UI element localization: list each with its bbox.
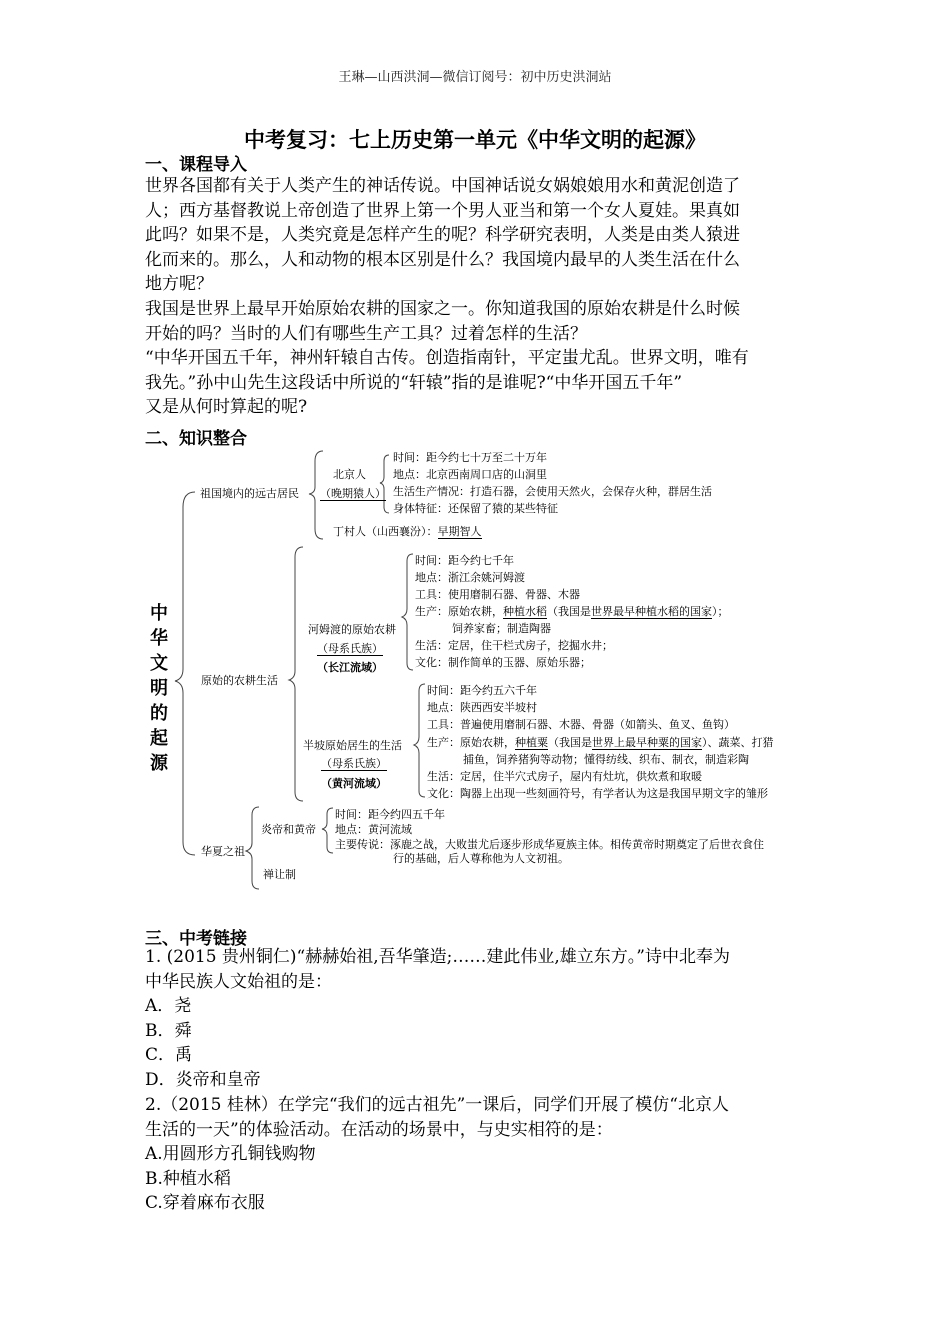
chart-root-char: 华 (150, 628, 168, 649)
banpo-prod-d: 世界上最早种粟的国家 (592, 736, 702, 749)
hemudu-production (415, 605, 729, 618)
chart-root-char: 起 (150, 728, 168, 749)
peking-man-line: 身体特征：还保留了猿的某些特征 (393, 502, 558, 515)
peking-man-line: 地点：北京西南周口店的山洞里 (393, 468, 547, 481)
hemudu-line: 时间：距今约七千年 (415, 554, 514, 567)
banpo-prod-e: ）、蔬菜、打猎 (702, 736, 774, 749)
hemudu-basin: （长江流域） (317, 661, 383, 674)
answer-option: C．禹 (145, 1045, 193, 1066)
intro-line: 人；西方基督教说上帝创造了世界上第一个男人亚当和第一个女人夏娃。果真如 (145, 200, 740, 221)
chart-root-char: 源 (150, 753, 168, 774)
answer-option: A.用圆形方孔铜钱购物 (145, 1144, 316, 1165)
question-line: 中华民族人文始祖的是： (145, 971, 332, 992)
branch-huaxia: 华夏之祖 (201, 845, 245, 858)
question-line: 2.（2015 桂林）在学完“我们的远古祖先”一课后，同学们开展了模仿“北京人 (145, 1095, 729, 1115)
banpo-line: 生活：定居，住半穴式房子，屋内有灶坑，供炊煮和取暖 (427, 770, 702, 783)
abdication-system: 禅让制 (263, 868, 296, 881)
chart-root-char: 的 (150, 703, 168, 724)
hemudu-line: 文化：制作简单的玉器、原始乐器； (415, 656, 591, 669)
question-1 (145, 945, 815, 1093)
banpo-clan: （母系氏族） (321, 757, 387, 770)
intro-line: 我先。”孙中山先生这段话中所说的“轩辕”指的是谁呢?“中华开国五千年” (145, 372, 683, 393)
intro-line: 我国是世界上最早开始原始农耕的国家之一。你知道我国的原始农耕是什么时候 (145, 298, 740, 319)
yan-huang-line: 主要传说：涿鹿之战，大败蚩尤后逐步形成华夏族主体。相传黄帝时期奠定了后世衣食住 (335, 838, 764, 851)
banpo-line: 时间：距今约五六千年 (427, 684, 537, 697)
brace-huaxia (246, 807, 259, 889)
answer-option: D．炎帝和皇帝 (145, 1069, 261, 1090)
question-line: 1. (2015 贵州铜仁)“赫赫始祖,吾华肇造;……建此伟业,雄立东方。”诗中北奉为 (145, 947, 730, 967)
intro-line: 又是从何时算起的呢? (145, 397, 308, 418)
branch-farming-life: 原始的农耕生活 (201, 674, 278, 687)
chart-root-char: 明 (150, 678, 168, 699)
hemudu-label: 河姆渡的原始农耕 (308, 623, 396, 636)
page-header: 王琳—山西洪洞—微信订阅号：初中历史洪洞站 (338, 70, 612, 85)
answer-option: A．尧 (145, 996, 192, 1017)
intro-line: “中华开国五千年，神州轩辕自古传。创造指南针，平定蚩尤乱。世界文明，唯有 (145, 348, 749, 369)
yan-huang-line: 地点：黄河流域 (335, 823, 412, 836)
hemudu-line: 生活：定居，住干栏式房子，挖掘水井； (415, 639, 613, 652)
hemudu-prod-a: 生产：原始农耕， (415, 605, 503, 618)
section-heading-exam: 三、中考链接 (145, 929, 247, 949)
answer-option: B.种植水稻 (145, 1168, 231, 1189)
intro-line: 地方呢？ (145, 274, 213, 295)
banpo-line: 捕鱼，饲养猪狗等动物；懂得纺线、织布、制衣，制造彩陶 (463, 753, 749, 766)
dingcun-label: 丁村人（山西襄汾）： (333, 525, 438, 538)
answer-option: C.穿着麻布衣服 (145, 1193, 265, 1214)
brace-farming-life (289, 547, 303, 801)
banpo-prod-a: 生产：原始农耕， (427, 736, 515, 749)
brace-yan-huang (322, 808, 333, 853)
section-heading-knowledge: 二、知识整合 (145, 429, 247, 449)
banpo-label: 半坡原始居生的生活 (303, 739, 402, 752)
yan-huang-line: 时间：距今约四五千年 (335, 808, 445, 821)
intro-line: 开始的吗？当时的人们有哪些生产工具？过着怎样的生活？ (145, 323, 587, 344)
intro-line: 此吗？如果不是，人类究竟是怎样产生的呢？科学研究表明，人类是由类人猿进 (145, 225, 740, 246)
banpo-line: 工具：普遍使用磨制石器、木器、骨器（如箭头、鱼叉、鱼钩） (427, 718, 735, 731)
question-2 (145, 1093, 815, 1216)
hemudu-prod-b: 种植水稻 (503, 605, 547, 618)
intro-line: 化而来的。那么，人和动物的根本区别是什么？我国境内最早的人类生活在什么 (145, 249, 740, 270)
answer-option: B．舜 (145, 1020, 192, 1041)
chart-root-char: 文 (150, 653, 168, 674)
hemudu-prod-e: ）； (712, 605, 729, 618)
banpo-prod-b: 种植粟 (515, 736, 548, 749)
banpo-prod-c: （我国是 (548, 736, 592, 749)
intro-line: 世界各国都有关于人类产生的神话传说。中国神话说女娲娘娘用水和黄泥创造了 (145, 176, 740, 196)
chart-root-char: 中 (150, 603, 168, 624)
dingcun-type: 早期智人 (437, 525, 482, 538)
banpo-basin: （黄河流域） (321, 777, 387, 790)
hemudu-line: 工具：使用磨制石器、骨器、木器 (415, 588, 580, 601)
peking-man-label: 北京人 (333, 468, 366, 481)
hemudu-line: 地点：浙江余姚河姆渡 (415, 571, 525, 584)
brace-banpo (414, 684, 425, 797)
peking-man-line: 生活生产情况：打造石器，会使用天然火，会保存火种，群居生活 (393, 485, 712, 498)
yan-huang-line: 行的基础，后人尊称他为人文初祖。 (393, 852, 569, 865)
peking-man-line: 时间：距今约七十万至二十万年 (393, 451, 547, 464)
brace-hemudu (402, 554, 413, 670)
yan-huang-label: 炎帝和黄帝 (261, 823, 316, 836)
section-heading-intro: 一、课程导入 (145, 155, 247, 175)
dingcun-man (333, 525, 482, 538)
main-brace (175, 492, 195, 855)
knowledge-chart (145, 447, 805, 897)
hemudu-prod-c: （我国是 (547, 605, 591, 618)
brace-peking-man (380, 455, 389, 513)
hemudu-clan: （母系氏族） (317, 642, 383, 655)
branch-ancient-residents: 祖国境内的远古居民 (200, 487, 299, 500)
banpo-line: 文化：陶器上出现一些刻画符号，有学者认为这是我国早期文字的雏形 (427, 787, 768, 800)
page-title: 中考复习：七上历史第一单元《中华文明的起源》 (244, 128, 706, 152)
banpo-production (427, 736, 774, 749)
hemudu-prod-d: 世界最早种植水稻的国家 (591, 605, 712, 618)
peking-man-sub: （晚期猿人） (320, 487, 386, 500)
banpo-line: 地点：陕西西安半坡村 (427, 701, 537, 714)
hemudu-line: 饲养家畜；制造陶器 (452, 622, 551, 635)
question-line: 生活的一天”的体验活动。在活动的场景中，与史实相符的是： (145, 1119, 613, 1140)
intro-body (145, 174, 810, 420)
